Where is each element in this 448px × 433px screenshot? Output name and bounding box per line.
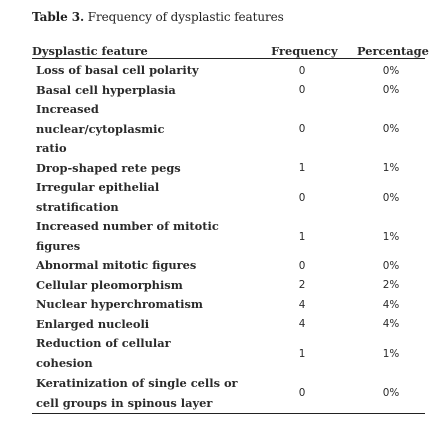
frequency-cell: 0	[298, 123, 306, 136]
table-row	[32, 61, 425, 81]
percentage-cell: 0%	[382, 64, 400, 77]
percentage-cell: 1%	[382, 162, 400, 175]
feature-cell: Reduction of cellular cohesion	[36, 336, 171, 370]
percentage-cell: 2%	[382, 279, 400, 292]
feature-cell: Enlarged nucleoli	[36, 316, 150, 331]
header-dysplastic-feature: Dysplastic feature	[32, 45, 238, 57]
frequency-cell: 1	[298, 230, 306, 243]
percentage-cell: 1%	[382, 230, 400, 243]
frequency-cell: 0	[298, 387, 306, 399]
frequency-cell: 4	[298, 298, 306, 311]
feature-cell: Increased number of mitotic figures	[36, 219, 219, 253]
table-row	[32, 256, 425, 276]
percentage-cell: 4%	[382, 318, 400, 331]
percentage-cell: 4%	[382, 298, 400, 311]
frequency-cell: 0	[298, 84, 306, 97]
table-row	[32, 159, 425, 179]
dysplastic-features-table	[32, 44, 429, 414]
percentage-cell: 1%	[382, 347, 400, 360]
table-row	[32, 276, 425, 296]
feature-cell: Basal cell hyperplasia	[36, 82, 176, 97]
feature-cell: Irregular epithelial stratification	[36, 180, 160, 214]
feature-cell: Nuclear hyperchromatism	[36, 297, 203, 311]
frequency-cell: 1	[298, 162, 306, 175]
table-row	[32, 373, 425, 413]
feature-cell: Keratinization of single cells or cell groups in spinous layer	[36, 376, 238, 410]
percentage-cell: 0%	[382, 387, 400, 399]
percentage-cell: 0%	[382, 123, 400, 136]
percentage-cell: 0%	[382, 191, 400, 204]
frequency-cell: 0	[298, 259, 306, 272]
frequency-cell: 4	[298, 318, 306, 331]
header-percentage: Percentage	[357, 44, 429, 58]
header-frequency: Frequency	[238, 45, 357, 57]
percentage-cell: 0%	[382, 84, 400, 97]
table-row	[32, 178, 425, 217]
feature-cell: Increased nuclear/cytoplasmic ratio	[36, 102, 165, 155]
table-row	[32, 334, 425, 373]
feature-cell: Cellular pleomorphism	[36, 277, 183, 292]
table-row	[32, 295, 425, 315]
table-row	[32, 217, 425, 256]
frequency-cell: 0	[298, 191, 306, 204]
feature-cell: Drop-shaped rete pegs	[36, 160, 181, 175]
table-caption	[32, 10, 284, 24]
percentage-cell: 0%	[382, 259, 400, 272]
table-title: Frequency of dysplastic features	[87, 10, 284, 24]
table-number: Table 3.	[32, 10, 85, 24]
feature-cell: Loss of basal cell polarity	[36, 63, 199, 77]
frequency-cell: 1	[298, 347, 306, 360]
table-header-row	[32, 44, 429, 59]
table-row	[32, 81, 425, 101]
table-row	[32, 100, 425, 159]
frequency-cell: 0	[298, 64, 306, 77]
feature-cell: Abnormal mitotic figures	[36, 258, 197, 272]
table-row	[32, 315, 425, 335]
table-body	[32, 59, 425, 413]
frequency-cell: 2	[298, 279, 306, 292]
